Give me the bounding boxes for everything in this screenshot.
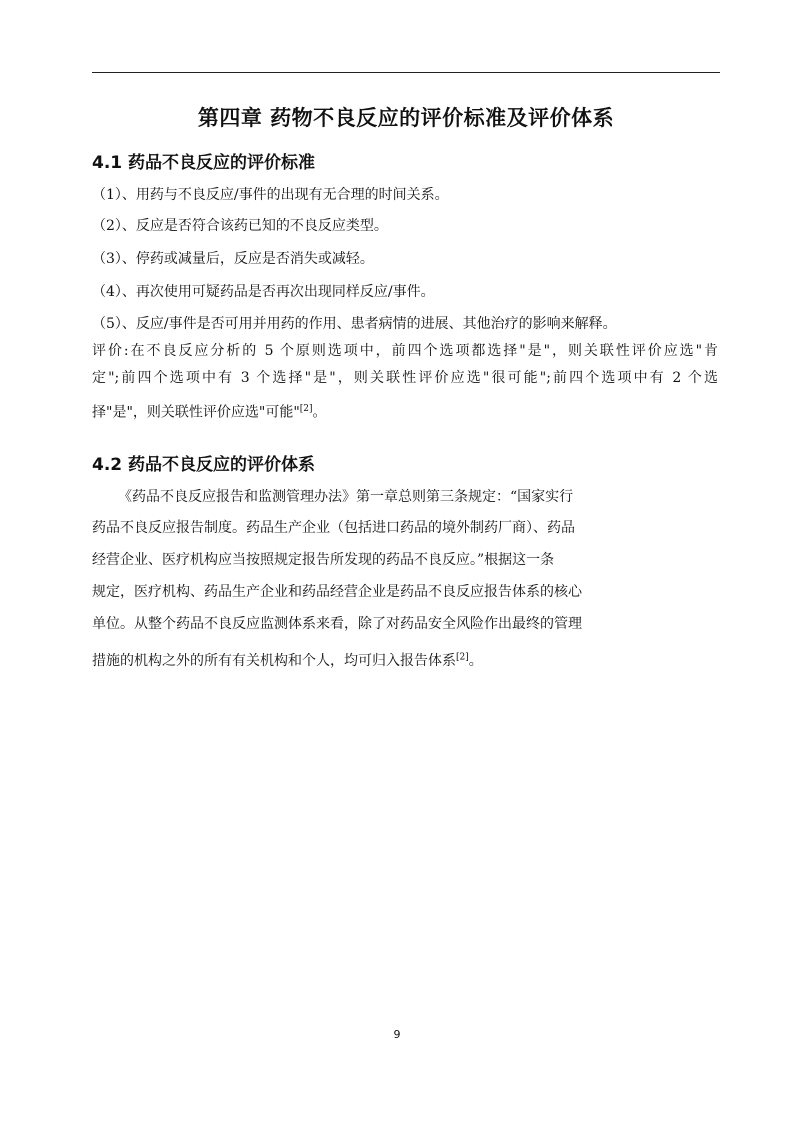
body-line-5: 单位。从整个药品不良反应监测体系来看，除了对药品安全风险作出最终的管理 <box>92 616 582 632</box>
evaluation-line-3 <box>92 392 718 422</box>
criterion-2: （2）、反应是否符合该药已知的不良反应类型。 <box>92 218 388 234</box>
body-line-2: 药品不良反应报告制度。药品生产企业（包括进口药品的境外制药厂商）、药品 <box>92 520 575 536</box>
body-line-4: 规定，医疗机构、药品生产企业和药品经营企业是药品不良反应报告体系的核心 <box>92 584 582 600</box>
chapter-title: 第四章 药物不良反应的评价标准及评价体系 <box>197 106 615 130</box>
header-rule <box>92 72 720 73</box>
body-end-mark: 。 <box>468 653 483 669</box>
body-line-1: 《药品不良反应报告和监测管理办法》第一章总则第三条规定：“国家实行 <box>118 489 574 505</box>
evaluation-line-3-text: 择"是"，则关联性评价应选"可能" <box>92 404 300 421</box>
evaluation-paragraph <box>92 338 718 422</box>
criterion-5: （5）、反应/事件是否可用并用药的作用、患者病情的进展、其他治疗的影响来解释。 <box>92 316 617 332</box>
section-heading-4-1: 4.1 药品不良反应的评价标准 <box>92 153 316 173</box>
evaluation-line-2: 定";前四个选项中有 3 个选择"是"，则关联性评价应选"很可能";前四个选项中有 2 个选 <box>92 370 718 386</box>
criterion-1: （1）、用药与不良反应/事件的出现有无合理的时间关系。 <box>92 187 449 203</box>
body-line-3: 经营企业、医疗机构应当按照规定报告所发现的药品不良反应。”根据这一条 <box>92 552 555 568</box>
evaluation-citation: [2] <box>299 404 313 414</box>
body-citation: [2] <box>456 652 469 663</box>
evaluation-line-1: 评价:在不良反应分析的 5 个原则选项中，前四个选项都选择"是"，则关联性评价应选"肯 <box>92 343 718 359</box>
criterion-3: （3）、停药或减量后，反应是否消失或减轻。 <box>92 251 374 267</box>
body-line-6-text: 措施的机构之外的所有有关机构和个人，均可归入报告体系 <box>92 653 456 669</box>
evaluation-end-mark: 。 <box>312 404 327 421</box>
section-heading-4-2: 4.2 药品不良反应的评价体系 <box>92 455 316 475</box>
body-line-6 <box>92 650 483 670</box>
criterion-4: （4）、再次使用可疑药品是否再次出现同样反应/事件。 <box>92 284 435 300</box>
page-number: 9 <box>393 1028 401 1041</box>
